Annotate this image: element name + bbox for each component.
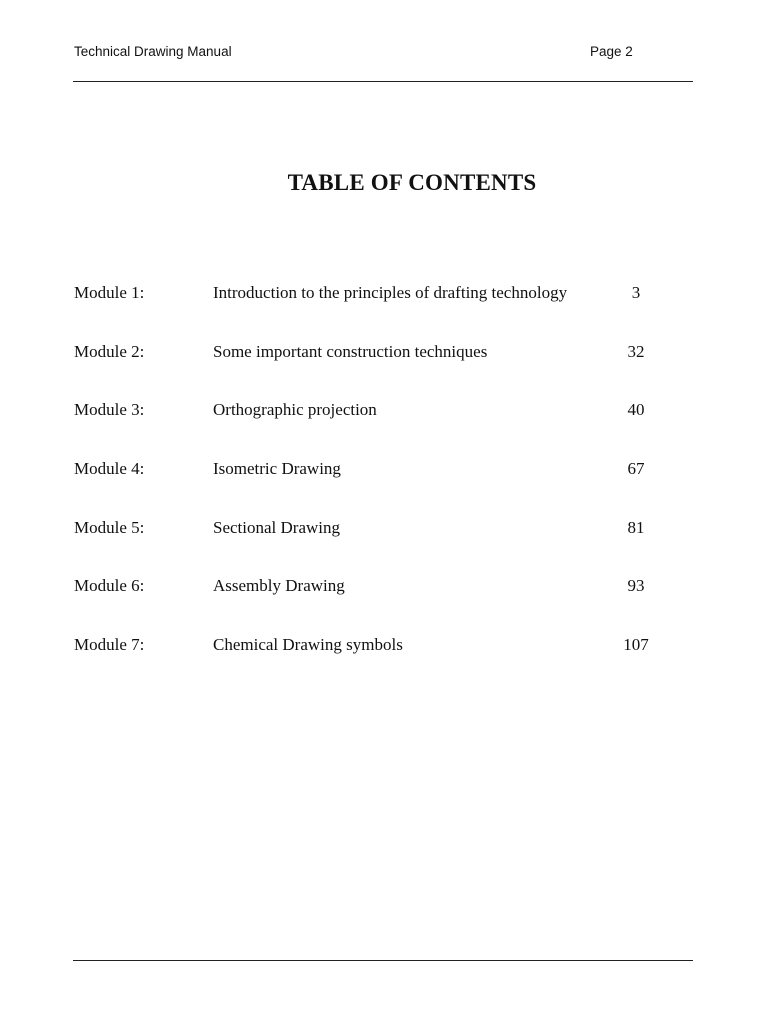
toc-entry <box>74 400 674 459</box>
toc-entry-title: Assembly Drawing <box>213 576 345 596</box>
toc-entry-page: 67 <box>627 459 645 479</box>
toc-entry <box>74 283 674 342</box>
page-title: TABLE OF CONTENTS <box>287 170 537 195</box>
toc-entry-page: 3 <box>631 283 641 302</box>
toc-entry <box>74 635 674 694</box>
toc-entry-page: 107 <box>623 635 649 655</box>
toc-entry-label: Module 1: <box>74 283 145 302</box>
header-divider <box>73 81 693 82</box>
toc-entry-label: Module 4: <box>74 459 145 479</box>
toc-entry-title: Orthographic projection <box>213 400 377 420</box>
toc-entry-page: 93 <box>627 576 645 596</box>
toc-entry-title: Isometric Drawing <box>213 459 341 479</box>
toc-entry-title: Sectional Drawing <box>213 517 340 537</box>
toc-entry <box>74 342 674 401</box>
toc-entry <box>74 459 674 518</box>
toc-entry-label: Module 3: <box>74 400 145 420</box>
toc-entry-label: Module 7: <box>74 635 145 655</box>
toc-entry-title: Some important construction techniques <box>213 341 488 361</box>
page-number: Page 2 <box>590 44 633 59</box>
toc-entry-title: Chemical Drawing symbols <box>213 635 403 655</box>
footer-divider <box>73 960 693 961</box>
toc-entry <box>74 576 674 635</box>
page-header <box>74 44 632 64</box>
toc-entry-label: Module 2: <box>74 341 145 361</box>
toc-entry-label: Module 5: <box>74 517 145 537</box>
toc-entry-page: 32 <box>627 341 645 361</box>
toc-entry-page: 81 <box>627 517 645 537</box>
document-title: Technical Drawing Manual <box>74 44 232 59</box>
table-of-contents <box>74 283 674 694</box>
toc-entry-page: 40 <box>627 400 645 420</box>
toc-entry-label: Module 6: <box>74 576 145 596</box>
toc-entry-title: Introduction to the principles of drafting technology <box>213 283 568 302</box>
toc-entry <box>74 518 674 577</box>
